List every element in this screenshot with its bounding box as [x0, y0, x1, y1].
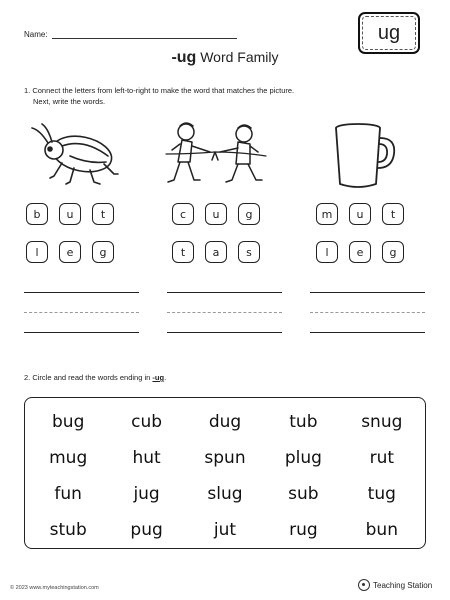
title-rest: Word Family: [196, 49, 279, 65]
word-item[interactable]: snug: [361, 412, 403, 432]
name-line[interactable]: [52, 30, 237, 39]
copyright-text: © 2023 www.myteachingstation.com: [10, 585, 99, 591]
tile-row-1-top: [26, 203, 114, 225]
mug-icon: [308, 118, 418, 193]
instruction2-ug: -ug: [152, 373, 165, 382]
title-prefix: -ug: [171, 49, 197, 66]
writing-line[interactable]: [24, 292, 139, 293]
tile-row-2-bottom: [172, 241, 260, 263]
word-item[interactable]: bun: [365, 520, 398, 540]
writing-line[interactable]: [310, 332, 425, 333]
teaching-station-icon: [358, 579, 370, 591]
word-item[interactable]: sub: [288, 484, 319, 504]
writing-guide-line: [167, 312, 282, 313]
badge-text: ug: [362, 16, 416, 50]
letter-tile[interactable]: a: [205, 241, 227, 263]
brand-logo[interactable]: [358, 579, 432, 591]
word-item[interactable]: spun: [204, 448, 246, 468]
letter-tile[interactable]: l: [26, 241, 48, 263]
word-item[interactable]: tub: [289, 412, 318, 432]
word-item[interactable]: rut: [369, 448, 395, 468]
word-item[interactable]: cub: [131, 412, 163, 432]
letter-tile[interactable]: t: [92, 203, 114, 225]
letter-tile[interactable]: g: [238, 203, 260, 225]
letter-tile[interactable]: u: [59, 203, 81, 225]
letter-tile[interactable]: m: [316, 203, 338, 225]
bug-icon: [18, 118, 128, 193]
tile-row-3-top: [316, 203, 404, 225]
name-field[interactable]: [24, 30, 237, 39]
letter-tile[interactable]: t: [172, 241, 194, 263]
word-item[interactable]: dug: [208, 412, 242, 432]
name-label: Name:: [24, 30, 48, 39]
section2-instructions: [24, 373, 166, 382]
word-item[interactable]: jut: [213, 520, 237, 540]
page-title: [0, 49, 450, 67]
word-item[interactable]: slug: [207, 484, 243, 504]
instruction2-end: .: [164, 373, 167, 382]
word-item[interactable]: rug: [289, 520, 318, 540]
section1-instructions: [24, 85, 424, 107]
letter-tile[interactable]: t: [382, 203, 404, 225]
word-family-badge: [358, 12, 420, 54]
word-box: [24, 397, 426, 549]
word-item[interactable]: hut: [132, 448, 161, 468]
letter-tile[interactable]: e: [59, 241, 81, 263]
word-item[interactable]: tug: [367, 484, 396, 504]
tile-row-1-bottom: [26, 241, 114, 263]
word-item[interactable]: mug: [49, 448, 88, 468]
writing-guide-line: [24, 312, 139, 313]
writing-guide-line: [310, 312, 425, 313]
letter-tile[interactable]: c: [172, 203, 194, 225]
tile-row-3-bottom: [316, 241, 404, 263]
letter-tile[interactable]: s: [238, 241, 260, 263]
instruction2-text: 2. Circle and read the words ending in: [24, 373, 153, 382]
tile-row-2-top: [172, 203, 260, 225]
letter-tile[interactable]: g: [382, 241, 404, 263]
instruction-line-2: Next, write the words.: [33, 97, 106, 106]
instruction-line-1: 1. Connect the letters from left-to-right to make the word that matches the picture.: [24, 86, 295, 95]
letter-tile[interactable]: e: [349, 241, 371, 263]
brand-name: Teaching Station: [373, 580, 433, 590]
writing-line[interactable]: [24, 332, 139, 333]
letter-tile[interactable]: l: [316, 241, 338, 263]
writing-line[interactable]: [310, 292, 425, 293]
writing-line[interactable]: [167, 332, 282, 333]
writing-line[interactable]: [167, 292, 282, 293]
letter-tile[interactable]: b: [26, 203, 48, 225]
tug-of-war-icon: [160, 118, 270, 193]
word-item[interactable]: plug: [284, 448, 322, 468]
word-item[interactable]: fun: [54, 484, 82, 504]
word-item[interactable]: pug: [130, 520, 163, 540]
letter-tile[interactable]: u: [349, 203, 371, 225]
word-item[interactable]: jug: [133, 484, 160, 504]
letter-tile[interactable]: g: [92, 241, 114, 263]
word-item[interactable]: bug: [52, 412, 85, 432]
word-item[interactable]: stub: [49, 520, 87, 540]
letter-tile[interactable]: u: [205, 203, 227, 225]
